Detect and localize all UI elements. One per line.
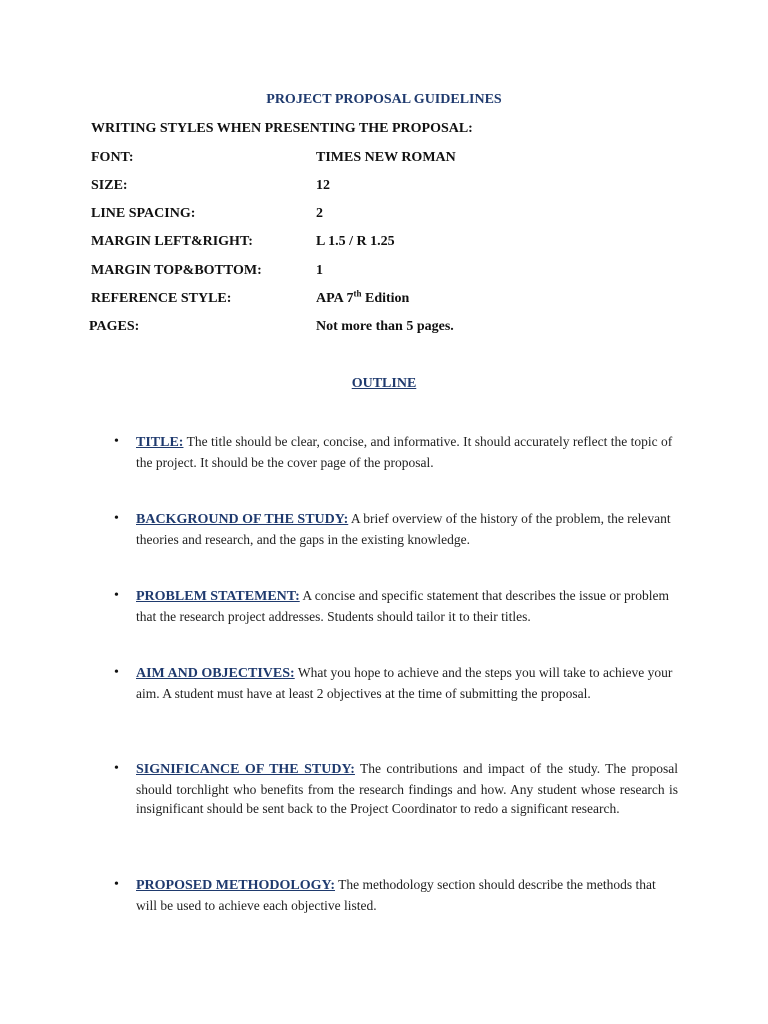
- spec-key: MARGIN TOP&BOTTOM:: [91, 263, 262, 278]
- spec-value: 1: [316, 263, 323, 278]
- spec-row-line-spacing: [91, 206, 691, 226]
- outline-item-label: TITLE:: [136, 435, 184, 450]
- spec-value-suffix: Edition: [361, 291, 410, 306]
- spec-row-pages: [89, 319, 689, 339]
- spec-value: L 1.5 / R 1.25: [316, 234, 395, 249]
- spec-row-reference-style: [91, 288, 691, 311]
- spec-value: 2: [316, 206, 323, 221]
- outline-item-label: PROPOSED METHODOLOGY:: [136, 878, 336, 893]
- writing-styles-heading: WRITING STYLES WHEN PRESENTING THE PROPOSAL:: [91, 121, 473, 136]
- spec-key: SIZE:: [91, 178, 128, 193]
- spec-key: FONT:: [91, 150, 134, 165]
- bullet-icon: •: [114, 665, 119, 680]
- spec-value: Not more than 5 pages.: [316, 319, 454, 334]
- outline-item-text: The methodology section should describe the methods that will be used to achieve each objective listed.: [136, 877, 656, 913]
- bullet-icon: •: [114, 877, 119, 892]
- bullet-icon: •: [114, 761, 119, 776]
- outline-item-significance: [114, 759, 679, 819]
- outline-item-label: AIM AND OBJECTIVES:: [136, 666, 295, 681]
- bullet-icon: •: [114, 511, 119, 526]
- spec-value: [316, 288, 410, 307]
- spec-key: MARGIN LEFT&RIGHT:: [91, 234, 253, 249]
- spec-row-font: [91, 150, 691, 170]
- outline-item-text: What you hope to achieve and the steps you will take to achieve your aim. A student must have at least 2 objectives at the time of submitting the proposal.: [136, 665, 673, 701]
- document-title: PROJECT PROPOSAL GUIDELINES: [266, 92, 502, 107]
- outline-item-background: [114, 509, 678, 549]
- spec-row-margin-top-bottom: [91, 263, 691, 283]
- spec-key: PAGES:: [89, 319, 140, 334]
- spec-value-superscript: th: [353, 288, 362, 299]
- spec-key: LINE SPACING:: [91, 206, 196, 221]
- outline-item-problem-statement: [114, 586, 678, 626]
- spec-value-prefix: APA 7: [316, 291, 354, 306]
- outline-title-text: OUTLINE: [351, 376, 417, 391]
- outline-item-label: SIGNIFICANCE OF THE STUDY:: [136, 762, 355, 777]
- bullet-icon: •: [114, 588, 119, 603]
- outline-item-title: [114, 432, 678, 472]
- spec-value: TIMES NEW ROMAN: [316, 150, 456, 165]
- spec-key: REFERENCE STYLE:: [91, 291, 232, 306]
- spec-value: 12: [316, 178, 330, 193]
- outline-item-text: The title should be clear, concise, and informative. It should accurately reflect the topic of the project. It should be the cover page of the proposal.: [136, 434, 673, 470]
- outline-item-text: A concise and specific statement that describes the issue or problem that the research project addresses. Students should tailor it to their titles.: [136, 588, 670, 624]
- bullet-icon: •: [114, 434, 119, 449]
- outline-item-aim-objectives: [114, 663, 678, 703]
- outline-item-text: A brief overview of the history of the problem, the relevant theories and research, and the gaps in the existing knowledge.: [136, 511, 671, 547]
- spec-row-margin-left-right: [91, 234, 691, 254]
- outline-item-methodology: [114, 875, 678, 915]
- outline-title: [0, 376, 768, 392]
- spec-row-size: [91, 178, 691, 198]
- outline-item-label: PROBLEM STATEMENT:: [136, 589, 300, 604]
- outline-item-text: The contributions and impact of the study. The proposal should torchlight who benefits from the research findings and how. Any student whose research is insignificant should be sent back to the Project Coordinator to redo a significant research.: [136, 761, 679, 816]
- outline-item-label: BACKGROUND OF THE STUDY:: [136, 512, 349, 527]
